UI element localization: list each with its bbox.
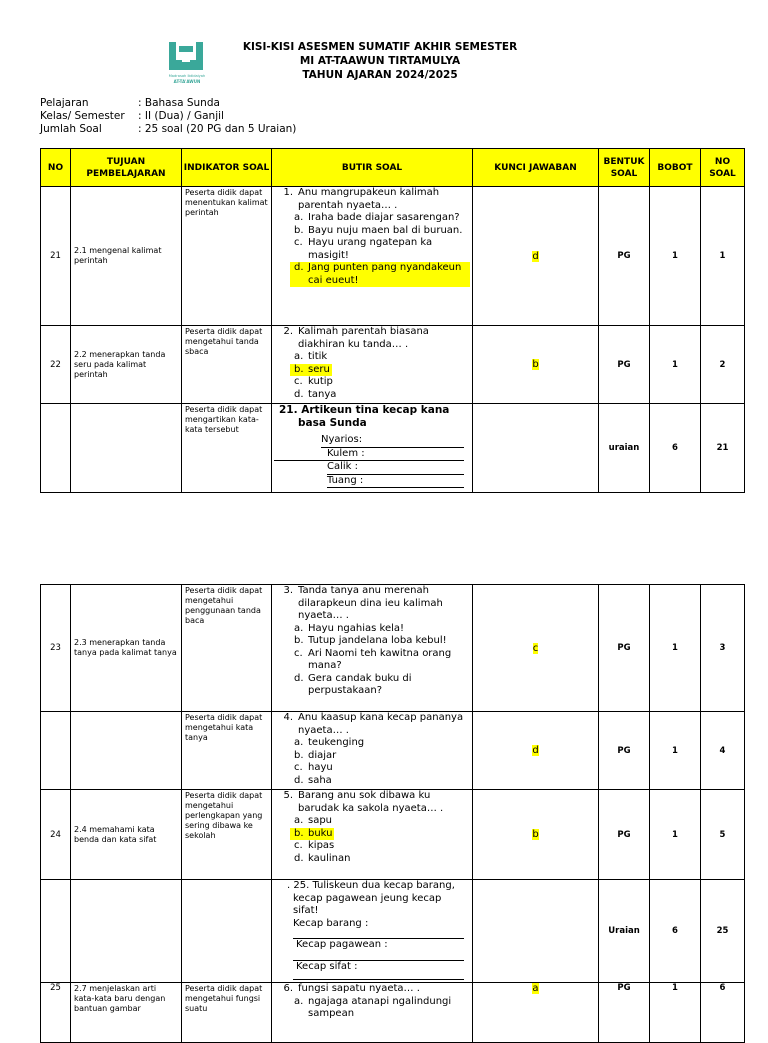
tujuan-pembelajaran: 2.7 menjelaskan arti kata-kata baru dengan bantuan gambar [71,983,182,1043]
indikator-soal [182,880,272,983]
header-year: TAHUN AJARAN 2024/2025 [302,69,458,81]
kisi-kisi-table-1 [40,148,745,493]
kunci-jawaban [473,712,599,790]
kisi-kisi-table-2 [40,584,745,1043]
col-kunci: KUNCI JAWABAN [473,149,599,187]
tujuan-pembelajaran: 2.2 menerapkan tanda seru pada kalimat perintah [71,326,182,404]
question-text: fungsi sapatu nyaeta… . [298,983,420,994]
option-c: kutip [308,376,333,387]
tujuan-pembelajaran [71,880,182,983]
bobot: 1 [650,187,701,326]
row-no: 21 [41,187,71,326]
table-row [41,983,745,1043]
table-row [41,187,745,326]
tujuan-pembelajaran: 2.3 menerapkan tanda tanya pada kalimat tanya [71,585,182,712]
bentuk-soal: PG [599,187,650,326]
question-number: 4. [283,712,293,723]
info-value: : II (Dua) / Ganjil [138,110,224,122]
option-d: Jang punten pang nyandakeun cai eueut! [308,262,462,286]
question-text: Tanda tanya anu merenah dilarapkeun dina ieu kalimah nyaeta… . [298,585,443,621]
kunci-jawaban [473,983,599,1043]
answer-key: b [532,829,539,840]
indikator-soal: Peserta didik dapat mengetahui kata tanya [182,712,272,790]
bobot: 1 [650,983,701,1043]
table-row [41,880,745,983]
table-row [41,712,745,790]
question-text: Barang anu sok dibawa ku barudak ka sakola nyaeta… . [298,790,444,814]
no-soal: 21 [701,404,745,493]
kunci-jawaban [473,187,599,326]
info-label: Pelajaran [40,97,89,109]
no-soal: 6 [701,983,745,1043]
bobot: 6 [650,880,701,983]
header-title: KISI-KISI ASESMEN SUMATIF AKHIR SEMESTER [242,41,518,53]
indikator-soal: Peserta didik dapat mengetahui tanda sbaca [182,326,272,404]
kunci-jawaban [473,790,599,880]
option-a: Iraha bade diajar sasarengan? [308,212,460,223]
butir-soal: 6. fungsi sapatu nyaeta… . a. ngajaga atanapi ngalindungi sampean [272,983,473,1043]
row-no [41,404,71,493]
subject-info [40,97,296,136]
essay-line-2: Calik : [327,461,359,472]
essay-line-2: Kecap pagawean : [296,939,388,950]
document-header [180,40,580,82]
logo-text1: Madrasah Ibtidaiyah [168,74,206,78]
bentuk-soal: PG [599,326,650,404]
essay-question: . 25. Tuliskeun dua kecap barang, kecap pagawean jeung kecap sifat! [287,880,455,916]
butir-soal [272,880,473,983]
answer-key: b [532,359,539,370]
bentuk-soal: uraian [599,404,650,493]
question-text: Anu mangrupakeun kalimah parentah nyaeta… . [298,187,440,211]
question-text: Anu kaasup kana kecap pananya nyaeta… . [298,712,464,736]
tujuan-pembelajaran [71,404,182,493]
butir-soal: 4. Anu kaasup kana kecap pananya nyaeta… . a. teukenging b. diajar c. hayu d. saha [272,712,473,790]
butir-soal: 2. Kalimah parentah biasana diakhiran ku tanda… . a. titik b. seru c. kutip d. tanya [272,326,473,404]
bentuk-soal: PG [599,983,650,1043]
essay-line-3: Tuang : [327,474,364,486]
col-indikator: INDIKATOR SOAL [182,149,272,187]
no-soal: 4 [701,712,745,790]
question-number: 3. [283,585,293,596]
answer-key: d [532,250,539,262]
bobot: 1 [650,326,701,404]
indikator-soal: Peserta didik dapat menentukan kalimat perintah [182,187,272,326]
kunci-jawaban [473,585,599,712]
option-a: titik [308,351,328,362]
option-d: kaulinan [308,852,351,864]
bobot: 1 [650,790,701,880]
option-d: Gera candak buku di perpustakaan? [308,672,412,696]
option-c: Hayu urang ngatepan ka masigit! [308,237,433,261]
row-no: 22 [41,326,71,404]
no-soal: 25 [701,880,745,983]
col-nosoal: NO SOAL [701,149,745,187]
table-row [41,404,745,493]
col-tujuan: TUJUAN PEMBELAJARAN [71,149,182,187]
col-butir: BUTIR SOAL [272,149,473,187]
kunci-jawaban [473,880,599,983]
butir-soal: 5. Barang anu sok dibawa ku barudak ka sakola nyaeta… . a. sapu b. buku c. kipas d. kaulinan [272,790,473,880]
option-a: sapu [308,815,333,826]
table-row [41,790,745,880]
bobot: 6 [650,404,701,493]
col-bentuk: BENTUK SOAL [599,149,650,187]
essay-line-1: Kulem : [274,448,464,462]
row-no: 25 [41,983,71,1043]
essay-question: 21. Artikeun tina kecap kana basa Sunda [279,404,450,429]
info-value: : 25 soal (20 PG dan 5 Uraian) [138,123,297,135]
option-d: tanya [308,388,337,400]
option-b: diajar [308,749,337,761]
bentuk-soal: PG [599,712,650,790]
option-d: saha [308,774,332,786]
bentuk-soal: Uraian [599,880,650,983]
info-row [40,110,296,123]
indikator-soal: Peserta didik dapat mengetahui fungsi suatu [182,983,272,1043]
option-b: Bayu nuju maen bal di buruan. [308,224,463,236]
info-label: Jumlah Soal [40,123,102,135]
option-c: kipas [308,840,335,851]
option-c: Ari Naomi teh kawitna orang mana? [308,647,452,671]
logo-text2: AT-TA'AWUN [173,79,201,84]
question-number: 5. [283,790,293,801]
essay-line-3: Kecap sifat : [296,960,358,972]
no-soal: 1 [701,187,745,326]
info-row [40,97,296,110]
no-soal: 2 [701,326,745,404]
bobot: 1 [650,585,701,712]
bentuk-soal: PG [599,790,650,880]
row-no [41,880,71,983]
info-label: Kelas/ Semester [40,110,125,122]
option-b: seru [308,363,330,375]
no-soal: 5 [701,790,745,880]
info-row [40,123,296,136]
header-school: MI AT-TAAWUN TIRTAMULYA [299,55,461,67]
answer-key: d [532,745,539,756]
info-value: : Bahasa Sunda [138,97,220,109]
tujuan-pembelajaran: 2.4 memahami kata benda dan kata sifat [71,790,182,880]
row-no: 24 [41,790,71,880]
option-b: Tutup jandelana loba kebul! [308,635,447,646]
table-row [41,585,745,712]
indikator-soal: Peserta didik dapat mengetahui penggunaan tanda baca [182,585,272,712]
option-a: Hayu ngahias kela! [308,622,405,634]
question-number: 2. [283,326,293,337]
answer-key: c [532,642,539,654]
question-number: 1. [283,187,293,198]
tujuan-pembelajaran [71,712,182,790]
butir-soal [272,404,473,493]
col-bobot: BOBOT [650,149,701,187]
bobot: 1 [650,712,701,790]
butir-soal: 1. Anu mangrupakeun kalimah parentah nyaeta… . a. Iraha bade diajar sasarengan? b. Bayu nuju maen bal di buruan. c. Hayu urang ngatepan ka masigit! d. Jang punten pang nyandakeun cai eueut! [272,187,473,326]
row-no [41,712,71,790]
no-soal: 3 [701,585,745,712]
tujuan-pembelajaran: 2.1 mengenal kalimat perintah [71,187,182,326]
option-a: ngajaga atanapi ngalindungi sampean [308,995,452,1019]
indikator-soal: Peserta didik dapat mengartikan kata-kata tersebut [182,404,272,493]
table-header-row [41,149,745,187]
indikator-soal: Peserta didik dapat mengetahui perlengkapan yang sering dibawa ke sekolah [182,790,272,880]
question-number: 6. [283,983,293,994]
option-c: hayu [308,762,333,773]
bentuk-soal: PG [599,585,650,712]
question-text: Kalimah parentah biasana diakhiran ku tanda… . [298,326,429,350]
option-a: teukenging [308,737,365,748]
kunci-jawaban [473,404,599,493]
kunci-jawaban [473,326,599,404]
essay-line-1: Kecap barang : [293,917,369,929]
answer-key: a [532,983,539,994]
row-no: 23 [41,585,71,712]
table-row [41,326,745,404]
essay-subtitle: Nyarios: [321,434,363,445]
option-b: buku [308,827,333,839]
col-no: NO [41,149,71,187]
butir-soal: 3. Tanda tanya anu merenah dilarapkeun dina ieu kalimah nyaeta… . a. Hayu ngahias kela! b. Tutup jandelana loba kebul! c. Ari Naomi teh kawitna orang mana? d. Gera candak buku di perpustakaan? [272,585,473,712]
